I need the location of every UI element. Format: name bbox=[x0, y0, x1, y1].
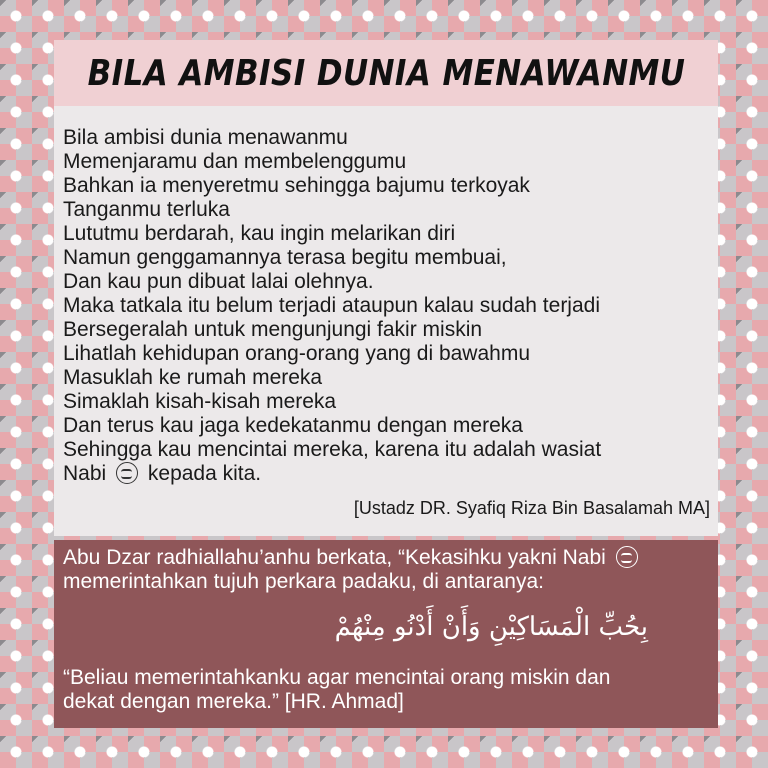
poem-line: Bersegeralah untuk mengunjungi fakir miskin bbox=[63, 318, 483, 341]
poem-last-line bbox=[63, 462, 708, 486]
title-band bbox=[54, 40, 718, 106]
poem-line: Lututmu berdarah, kau ingin melarikan diri bbox=[63, 222, 456, 245]
poem-line: Dan kau pun dibuat lalai olehnya. bbox=[63, 270, 374, 293]
page-title: BILA AMBISI DUNIA MENAWANMU bbox=[87, 52, 685, 94]
arabic-text: بِحُبِّ الْمَسَاكِيْنِ وَأَنْ أَدْنُو مِنْهُمْ bbox=[334, 612, 648, 642]
poem-panel bbox=[54, 106, 718, 536]
poem-line: Bahkan ia menyeretmu sehingga bajumu terkoyak bbox=[63, 174, 530, 197]
translation-line1: “Beliau memerintahkanku agar mencintai orang miskin dan bbox=[63, 666, 611, 689]
poem-last-line-start: Nabi bbox=[63, 462, 107, 485]
poem-line: Memenjaramu dan membelenggumu bbox=[63, 150, 407, 173]
hadith-intro-line1 bbox=[63, 546, 708, 570]
poem-line: Sehingga kau mencintai mereka, karena itu adalah wasiat bbox=[63, 438, 602, 461]
salawat-glyph-icon bbox=[616, 546, 638, 568]
poem-lines bbox=[63, 126, 708, 486]
poem-line: Bila ambisi dunia menawanmu bbox=[63, 126, 348, 149]
poem-line: Masuklah ke rumah mereka bbox=[63, 366, 323, 389]
hadith-translation bbox=[63, 666, 708, 714]
salawat-glyph-icon bbox=[116, 462, 138, 484]
author-credit: [Ustadz DR. Syafiq Riza Bin Basalamah MA] bbox=[353, 498, 710, 518]
hadith-panel bbox=[54, 540, 718, 728]
poem-line: Lihatlah kehidupan orang-orang yang di bawahmu bbox=[63, 342, 531, 365]
hadith-intro bbox=[63, 546, 708, 594]
hadith-intro-line1-text: Abu Dzar radhiallahu’anhu berkata, “Kekasihku yakni Nabi bbox=[63, 546, 606, 569]
poem-line: Namun genggamannya terasa begitu membuai, bbox=[63, 246, 507, 269]
poem-line: Maka tatkala itu belum terjadi ataupun kalau sudah terjadi bbox=[63, 294, 600, 317]
poem-last-line-end: kepada kita. bbox=[147, 462, 262, 485]
translation-line2: dekat dengan mereka.” [HR. Ahmad] bbox=[63, 690, 404, 713]
poem-line: Dan terus kau jaga kedekatanmu dengan mereka bbox=[63, 414, 523, 437]
hadith-intro-line2: memerintahkan tujuh perkara padaku, di antaranya: bbox=[63, 570, 544, 593]
poem-line: Simaklah kisah-kisah mereka bbox=[63, 390, 337, 413]
poem-line: Tanganmu terluka bbox=[63, 198, 230, 221]
